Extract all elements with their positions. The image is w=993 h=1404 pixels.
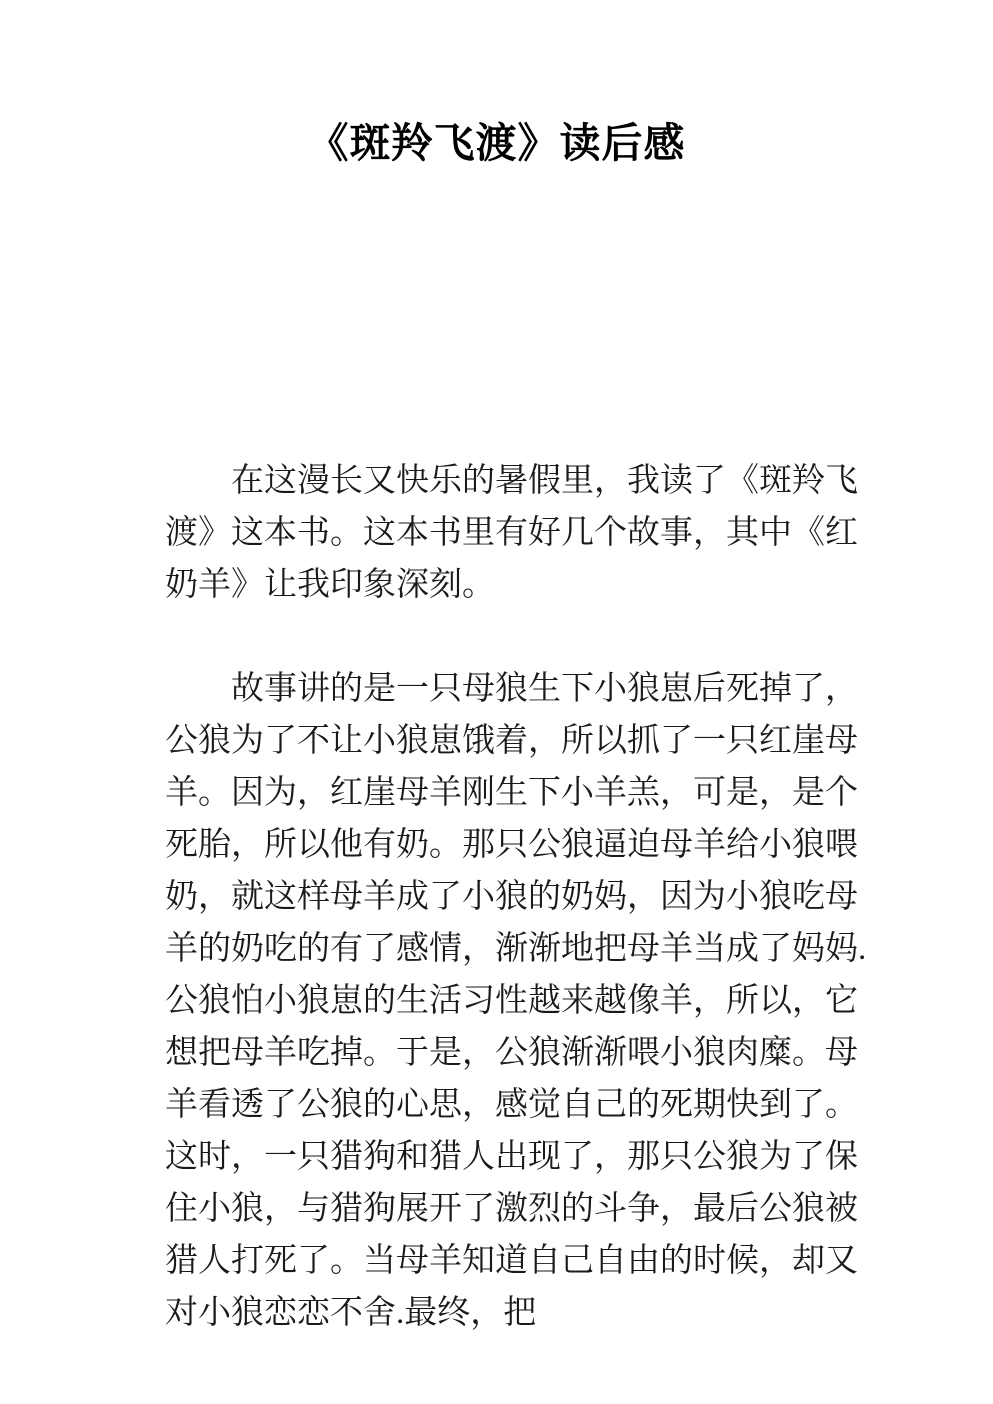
paragraph: 故事讲的是一只母狼生下小狼崽后死掉了，公狼为了不让小狼崽饿着，所以抓了一只红崖母羊。因为，红崖母羊刚生下小羊羔，可是，是个死胎，所以他有奶。那只公狼逼迫母羊给小狼喂奶，就这样母羊成了小狼的奶妈，因为小狼吃母羊的奶吃的有了感情，渐渐地把母羊当成了妈妈.公狼怕小狼崽的生活习性越来越像羊，所以，它想把母羊吃掉。于是，公狼渐渐喂小狼肉糜。母羊看透了公狼的心思，感觉自己的死期快到了。这时，一只猎狗和猎人出现了，那只公狼为了保住小狼，与猎狗展开了激烈的斗争，最后公狼被猎人打死了。当母羊知道自己自由的时候，却又对小狼恋恋不舍.最终，把 <box>165 671 867 1331</box>
paragraph: 在这漫长又快乐的暑假里，我读了《斑羚飞渡》这本书。这本书里有好几个故事，其中《红奶羊》让我印象深刻。 <box>165 463 858 603</box>
document-body <box>165 455 885 1339</box>
document-title: 《斑羚飞渡》读后感 <box>307 120 686 166</box>
